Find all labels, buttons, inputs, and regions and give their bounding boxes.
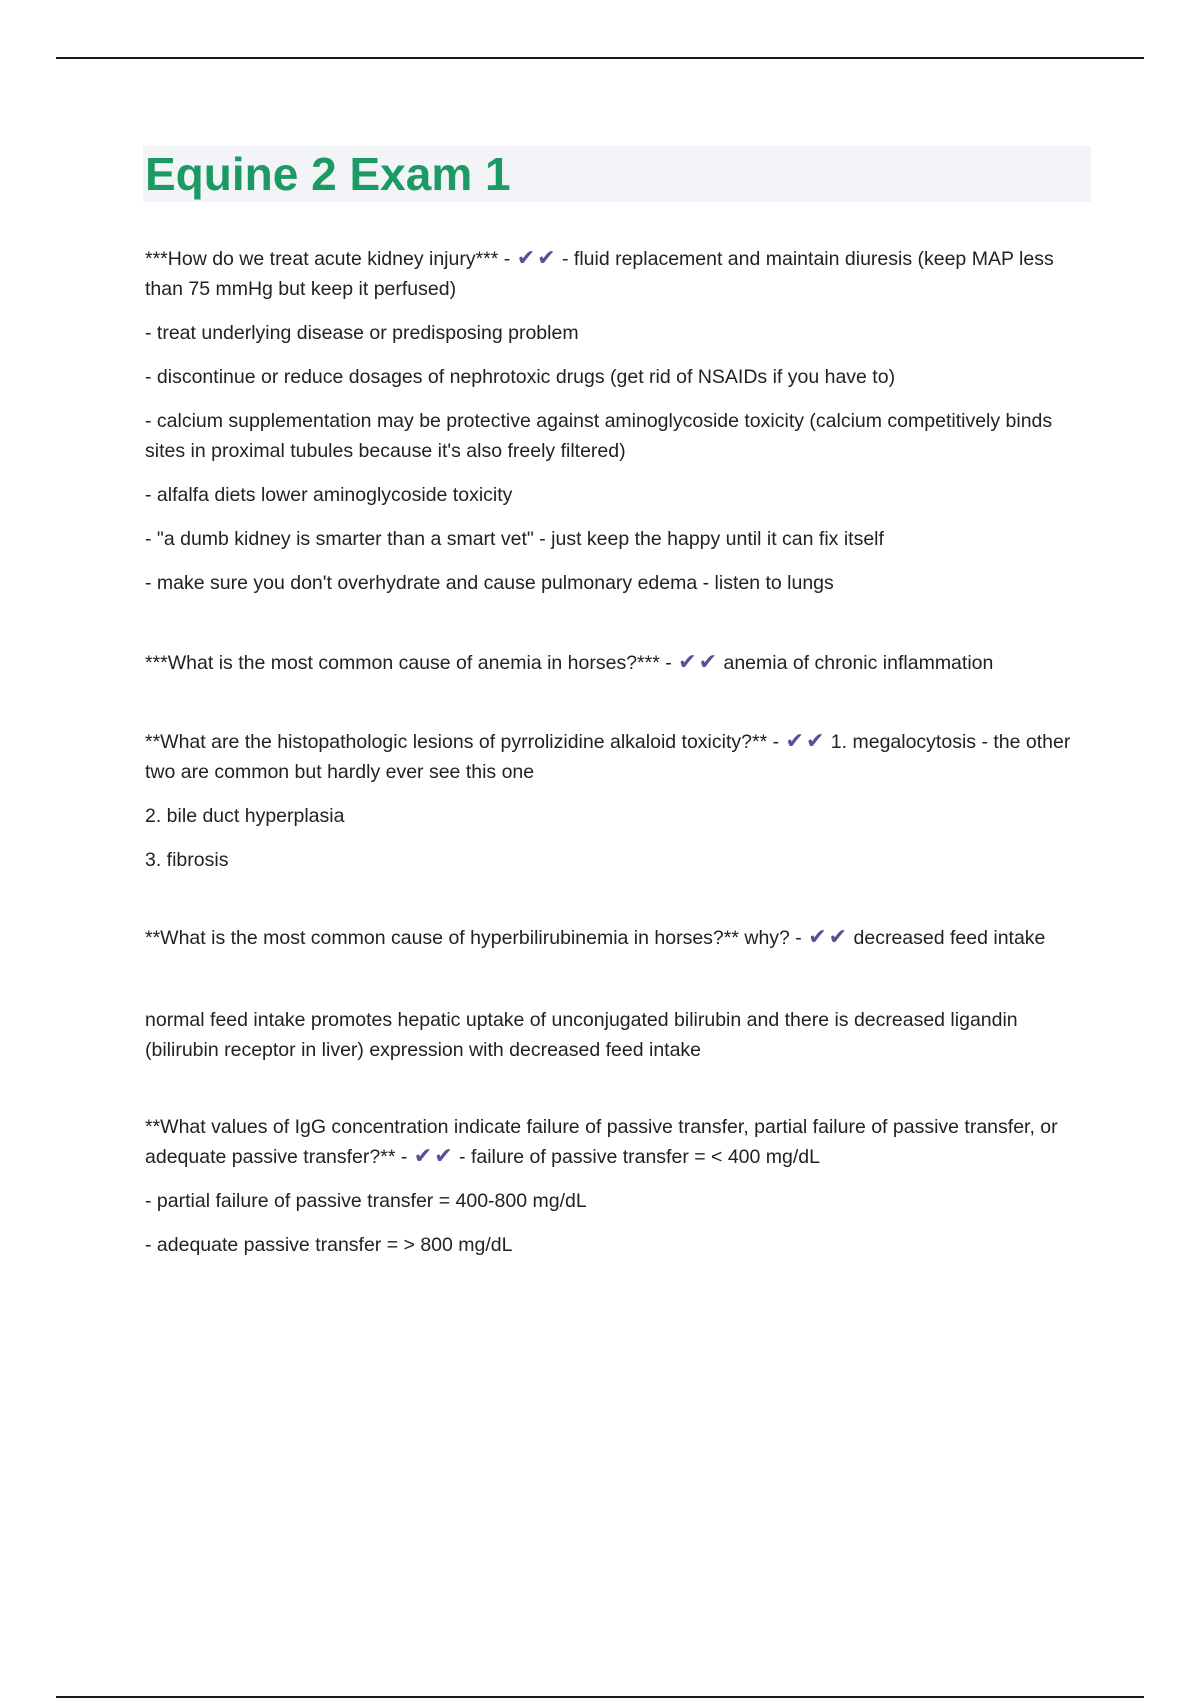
check-icon: ✔ bbox=[678, 649, 697, 674]
check-icon: ✔ bbox=[698, 649, 718, 674]
check-icon: ✔ bbox=[434, 1143, 453, 1168]
question-text: ***How do we treat acute kidney injury*** - bbox=[145, 248, 511, 270]
question-answer bbox=[145, 923, 1095, 953]
footer-rule bbox=[56, 1696, 1144, 1698]
answer-line: - alfalfa diets lower aminoglycoside toxicity bbox=[145, 484, 513, 506]
flashcard-anemia bbox=[145, 648, 1095, 678]
answer-line: 2. bile duct hyperplasia bbox=[145, 805, 345, 827]
question-answer bbox=[145, 648, 1095, 678]
question-text: ***What is the most common cause of anemia in horses?*** - bbox=[145, 652, 672, 674]
check-icon: ✔ bbox=[516, 245, 536, 270]
answer-text: decreased feed intake bbox=[853, 927, 1046, 949]
answer-line: - partial failure of passive transfer = 400-800 mg/dL bbox=[145, 1190, 587, 1212]
answer-line: 3. fibrosis bbox=[145, 849, 229, 871]
answer-explanation: normal feed intake promotes hepatic uptake of unconjugated bilirubin and there is decreased ligandin (bilirubin receptor in liver) expression with decreased feed intake bbox=[145, 1009, 1018, 1061]
flashcard-list bbox=[145, 244, 1095, 1260]
flashcard-igg-passive-transfer bbox=[145, 1112, 1095, 1260]
flashcard-hyperbilirubinemia bbox=[145, 923, 1095, 1065]
answer-text: anemia of chronic inflammation bbox=[723, 652, 994, 674]
question-text: **What are the histopathologic lesions of pyrrolizidine alkaloid toxicity?** - bbox=[145, 731, 780, 753]
check-icon: ✔ bbox=[537, 245, 556, 270]
flashcard-pyrrolizidine-toxicity bbox=[145, 727, 1095, 875]
check-icon: ✔ bbox=[413, 1143, 433, 1168]
answer-line: - adequate passive transfer = > 800 mg/dL bbox=[145, 1234, 513, 1256]
page-title: Equine 2 Exam 1 bbox=[145, 148, 511, 200]
question-answer bbox=[145, 244, 1095, 304]
answer-line: - calcium supplementation may be protective against aminoglycoside toxicity (calcium competitively binds sites in proximal tubules because it's also freely filtered) bbox=[145, 410, 1053, 462]
question-answer bbox=[145, 727, 1095, 787]
question-answer bbox=[145, 1112, 1095, 1172]
check-icon: ✔ bbox=[808, 924, 827, 949]
answer-text: 1. megalocytosis - the other two are common but hardly ever see this one bbox=[145, 731, 1071, 783]
answer-line: - make sure you don't overhydrate and cause pulmonary edema - listen to lungs bbox=[145, 572, 834, 594]
check-icon: ✔ bbox=[805, 728, 825, 753]
question-text: **What is the most common cause of hyperbilirubinemia in horses?** why? - bbox=[145, 927, 802, 949]
flashcard-acute-kidney-injury bbox=[145, 244, 1095, 598]
answer-line: - treat underlying disease or predisposing problem bbox=[145, 322, 579, 344]
question-text: **What values of IgG concentration indicate failure of passive transfer, partial failure of passive transfer, or adequate passive transfer?** - bbox=[145, 1116, 1058, 1168]
check-icon: ✔ bbox=[828, 924, 848, 949]
answer-text: - fluid replacement and maintain diuresis (keep MAP less than 75 mmHg but keep it perfused) bbox=[145, 248, 1054, 300]
answer-text: - failure of passive transfer = < 400 mg/dL bbox=[459, 1146, 820, 1168]
answer-line: - discontinue or reduce dosages of nephrotoxic drugs (get rid of NSAIDs if you have to) bbox=[145, 366, 896, 388]
answer-line: - "a dumb kidney is smarter than a smart vet" - just keep the happy until it can fix itself bbox=[145, 528, 884, 550]
header-rule bbox=[56, 57, 1144, 59]
check-icon: ✔ bbox=[785, 728, 804, 753]
